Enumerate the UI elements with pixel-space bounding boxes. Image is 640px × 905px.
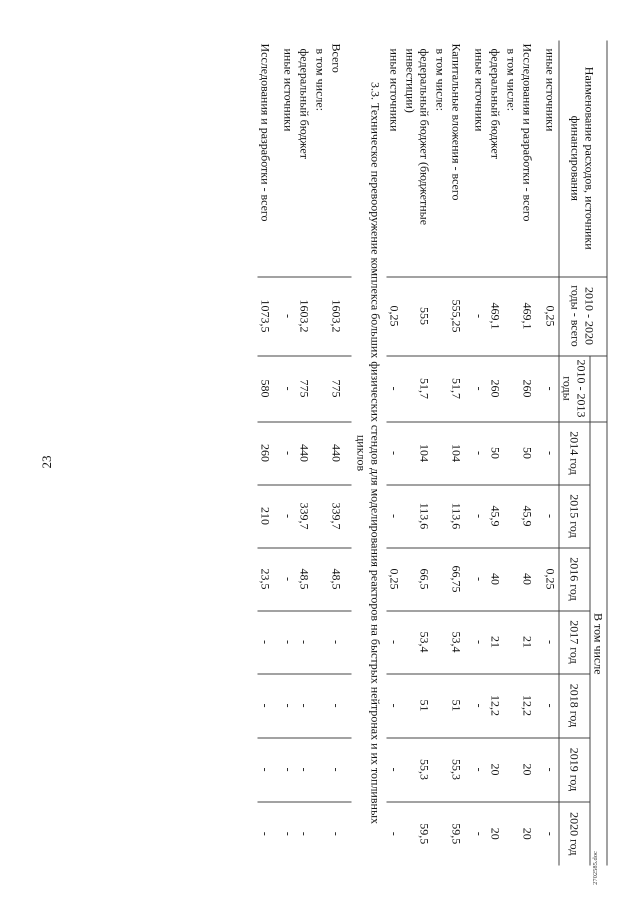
cell-value: - (387, 421, 403, 484)
table-header (559, 40, 607, 865)
cell-value: - (329, 831, 344, 836)
cell-value (433, 673, 449, 737)
row-label: федеральный бюджет (бюджетные инвестиции) (403, 40, 433, 276)
row-label: в том числе: (313, 40, 329, 276)
cell-value: - (472, 355, 488, 421)
cell-value: - (329, 610, 352, 673)
cell-value (433, 547, 449, 610)
table-row (488, 40, 504, 865)
cell-value (504, 610, 520, 673)
cell-value: - (387, 355, 403, 421)
cell-value: 55,3 (449, 737, 472, 801)
row-label: Капитальные вложения - всего (449, 40, 472, 276)
cell-value: 51 (449, 673, 472, 737)
table-row (520, 40, 543, 865)
cell-value: 440 (297, 421, 313, 484)
cell-value (433, 276, 449, 355)
cell-value: 1073,5 (258, 276, 281, 355)
cell-value: - (472, 831, 487, 836)
cell-value: 440 (329, 421, 352, 484)
row-label: Исследования и разработки - всего (258, 40, 281, 276)
cell-value: 53,4 (403, 610, 433, 673)
cell-value: 0,25 (387, 276, 403, 355)
cell-value: - (297, 737, 313, 801)
header-period: 2016 год (559, 547, 590, 610)
cell-value: 21 (488, 610, 504, 673)
row-label: в том числе: (504, 40, 520, 276)
cell-value: 40 (488, 547, 504, 610)
row-label: федеральный бюджет (488, 40, 504, 276)
cell-value: 66,5 (403, 547, 433, 610)
cell-value: 48,5 (297, 547, 313, 610)
cell-value: - (329, 737, 352, 801)
cell-value: 555 (403, 276, 433, 355)
row-label: иные источники (387, 40, 403, 276)
table-row (297, 40, 313, 865)
cell-value: 50 (488, 421, 504, 484)
cell-value: 12,2 (520, 673, 543, 737)
cell-value: 469,1 (488, 276, 504, 355)
cell-value: 113,6 (403, 484, 433, 547)
table-row (329, 40, 352, 865)
cell-value: 113,6 (449, 484, 472, 547)
table-row (313, 40, 329, 865)
cell-value (433, 610, 449, 673)
cell-value: 1603,2 (329, 276, 352, 355)
cell-value: 1603,2 (297, 276, 313, 355)
cell-value: 45,9 (488, 484, 504, 547)
cell-value: - (281, 831, 296, 836)
cell-value (313, 484, 329, 547)
cell-value: - (472, 737, 488, 801)
row-label: федеральный бюджет (297, 40, 313, 276)
cell-value: 580 (258, 355, 281, 421)
cell-value: - (258, 737, 281, 801)
cell-value: 20 (488, 737, 504, 801)
header-spacer (590, 355, 607, 421)
cell-value: - (543, 355, 560, 421)
header-total: 2010 - 2020 годы - всего (559, 276, 607, 355)
header-period: 2014 год (559, 421, 590, 484)
header-period: 2019 год (559, 737, 590, 801)
cell-value: - (543, 831, 558, 836)
cell-value (504, 673, 520, 737)
cell-value: 469,1 (520, 276, 543, 355)
cell-value: 339,7 (297, 484, 313, 547)
cell-value (313, 421, 329, 484)
cell-value: - (258, 831, 273, 836)
cell-value: - (387, 737, 403, 801)
header-period: 2017 год (559, 610, 590, 673)
table-row (504, 40, 520, 865)
cell-value: - (281, 737, 297, 801)
cell-value: - (297, 610, 313, 673)
header-period: 2015 год (559, 484, 590, 547)
row-label: Всего (329, 40, 352, 276)
cell-value: - (297, 831, 312, 836)
cell-value: 775 (329, 355, 352, 421)
cell-value: 51,7 (403, 355, 433, 421)
cell-value: 59,5 (417, 822, 432, 844)
cell-value (313, 737, 329, 801)
cell-value: - (543, 673, 560, 737)
cell-value: 555,25 (449, 276, 472, 355)
cell-value (313, 547, 329, 610)
cell-value: - (543, 610, 560, 673)
cell-value: - (281, 673, 297, 737)
cell-value: - (258, 673, 281, 737)
cell-value: 260 (520, 355, 543, 421)
cell-value (504, 421, 520, 484)
cell-value: - (472, 610, 488, 673)
table-row (387, 40, 403, 865)
cell-value (504, 547, 520, 610)
cell-value: 210 (258, 484, 281, 547)
table-row (543, 40, 560, 865)
cell-value: 775 (297, 355, 313, 421)
row-label: в том числе: (433, 40, 449, 276)
cell-value: - (472, 421, 488, 484)
cell-value: 20 (488, 827, 503, 840)
cell-value: 51,7 (449, 355, 472, 421)
cell-value: 260 (488, 355, 504, 421)
table-body (387, 40, 560, 865)
section-body (258, 40, 352, 865)
section-title: 3.3. Техническое перевооружение комплекса больших физических стендов для моделирования реакторов на быстрых нейтронах и их топливных циклов (354, 81, 383, 824)
cell-value: 53,4 (449, 610, 472, 673)
cell-value (313, 801, 329, 865)
cell-value (313, 673, 329, 737)
expenditure-table (258, 40, 608, 865)
row-label: иные источники (472, 40, 488, 276)
table-row (449, 40, 472, 865)
cell-value: - (297, 673, 313, 737)
cell-value: - (543, 737, 560, 801)
doc-code: 2702585.doc (592, 851, 599, 885)
cell-value: - (281, 610, 297, 673)
cell-value (433, 355, 449, 421)
cell-value (504, 484, 520, 547)
table-row (403, 40, 433, 865)
table-row (281, 40, 297, 865)
header-period: 2020 год (559, 801, 590, 865)
cell-value: 339,7 (329, 484, 352, 547)
cell-value: 55,3 (403, 737, 433, 801)
cell-value: 23,5 (258, 547, 281, 610)
cell-value: 48,5 (329, 547, 352, 610)
cell-value: 104 (449, 421, 472, 484)
cell-value: - (472, 547, 488, 610)
cell-value: 50 (520, 421, 543, 484)
cell-value: - (472, 276, 488, 355)
cell-value: 40 (520, 547, 543, 610)
cell-value: - (543, 484, 560, 547)
rotated-page-content (33, 40, 608, 865)
cell-value: - (281, 547, 297, 610)
cell-value: 104 (403, 421, 433, 484)
cell-value (504, 737, 520, 801)
cell-value (433, 737, 449, 801)
cell-value (313, 355, 329, 421)
cell-value (313, 610, 329, 673)
cell-value: - (387, 673, 403, 737)
cell-value: - (329, 673, 352, 737)
row-label: иные источники (543, 40, 560, 276)
cell-value: 20 (520, 827, 535, 840)
table-row (258, 40, 281, 865)
cell-value: - (281, 421, 297, 484)
cell-value: 0,25 (543, 276, 560, 355)
cell-value (433, 801, 449, 865)
cell-value: 0,25 (543, 547, 560, 610)
cell-value: - (543, 421, 560, 484)
cell-value: 20 (520, 737, 543, 801)
cell-value: 66,75 (449, 547, 472, 610)
cell-value: - (387, 831, 402, 836)
header-including: В том числе (590, 421, 607, 865)
cell-value (313, 276, 329, 355)
header-period: 2010 - 2013 годы (559, 355, 590, 421)
cell-value: - (281, 484, 297, 547)
table-row (433, 40, 449, 865)
row-label: Исследования и разработки - всего (520, 40, 543, 276)
cell-value: - (281, 276, 297, 355)
row-label: иные источники (281, 40, 297, 276)
cell-value: - (387, 610, 403, 673)
cell-value: - (472, 673, 488, 737)
cell-value: 12,2 (488, 673, 504, 737)
cell-value (504, 801, 520, 865)
table-row (472, 40, 488, 865)
section-heading-group (352, 40, 387, 865)
header-name: Наименование расходов, источники финансирования (559, 40, 607, 276)
cell-value: 45,9 (520, 484, 543, 547)
cell-value (433, 421, 449, 484)
header-period: 2018 год (559, 673, 590, 737)
cell-value: 59,5 (449, 822, 464, 844)
cell-value: - (258, 610, 281, 673)
cell-value: - (387, 484, 403, 547)
cell-value: 51 (403, 673, 433, 737)
cell-value: 21 (520, 610, 543, 673)
cell-value (433, 484, 449, 547)
cell-value: - (281, 355, 297, 421)
cell-value (504, 355, 520, 421)
cell-value: 260 (258, 421, 281, 484)
page-number: 23 (39, 455, 54, 469)
cell-value: - (472, 484, 488, 547)
cell-value (504, 276, 520, 355)
cell-value: 0,25 (387, 547, 403, 610)
